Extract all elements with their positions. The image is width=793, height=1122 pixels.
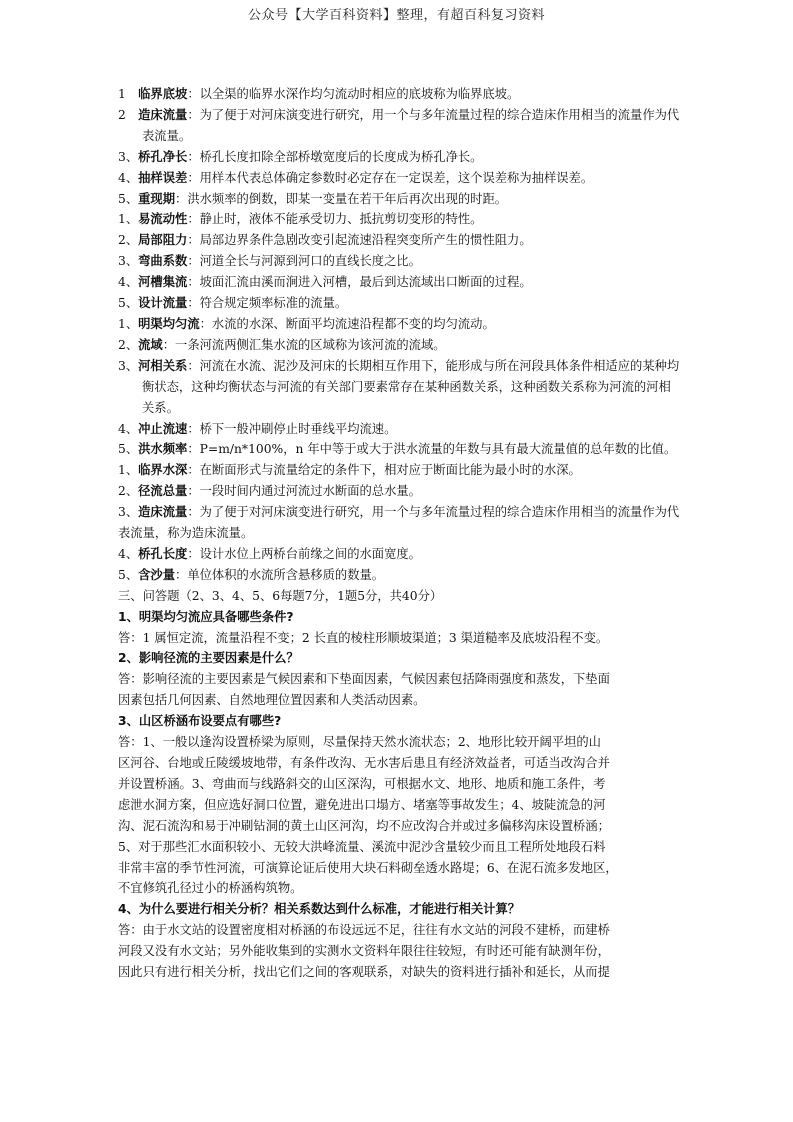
definition-text: ：局部边界条件急剧改变引起流速沿程突变所产生的惯性阻力。 <box>187 233 532 248</box>
definition-term: 临界水深 <box>138 463 188 478</box>
definition-item <box>118 335 680 356</box>
definition-item <box>118 314 680 335</box>
definition-item <box>118 565 680 586</box>
definition-text: ：为了便于对河床演变进行研究，用一个与多年流量过程的综合造床作用相当的流量作为代表流量。 <box>142 107 680 143</box>
definition-number: 4、 <box>118 170 139 185</box>
definition-item <box>118 544 680 565</box>
definition-term: 桥孔净长 <box>138 149 188 164</box>
definitions-list <box>118 84 680 586</box>
answer-line: 沟、泥石流沟和易于冲刷钻洞的黄土山区河沟，均不应改沟合并或过多偏移沟床设置桥涵； <box>118 818 610 833</box>
document-body <box>118 84 680 983</box>
definition-term: 重现期 <box>138 191 176 206</box>
definition-number: 4、 <box>118 275 139 290</box>
definition-item <box>118 481 680 502</box>
definition-term: 局部阻力 <box>138 233 188 248</box>
definition-item <box>118 189 680 210</box>
answer-line: 并设置桥涵。3、弯曲而与线路斜交的山区深沟，可根据水文、地形、地质和施工条件，考 <box>118 776 606 791</box>
definition-item <box>118 209 680 230</box>
definition-term: 流域 <box>138 337 163 352</box>
definition-item <box>118 230 680 251</box>
definition-text: ：为了便于对河床演变进行研究，用一个与多年流量过程的综合造床作用相当的流量作为代表流量，称为造床流量。 <box>118 505 680 541</box>
definition-text: ：河道全长与河源到河口的直线长度之比。 <box>187 254 421 269</box>
answer-line: 不宜修筑孔径过小的桥涵构筑物。 <box>118 881 303 896</box>
question: 4、为什么要进行相关分析？相关系数达到什么标准，才能进行相关计算？ <box>118 902 521 917</box>
section-title: 三、问答题（2、3、4、5、6每题7分，1题5分，共40分） <box>118 588 443 603</box>
definition-term: 桥孔长度 <box>138 546 188 561</box>
definition-item <box>118 293 680 314</box>
definition-number: 3、 <box>118 149 139 164</box>
answer-line: 因此只有进行相关分析，找出它们之间的客观联系，对缺失的资料进行插补和延长，从而提 <box>118 965 610 980</box>
definition-term: 造床流量 <box>138 107 188 122</box>
definition-term: 造床流量 <box>138 505 188 520</box>
answer-line: 答：1、一般以逢沟设置桥梁为原则，尽量保持天然水流状态；2、地形比较开阔平坦的山 <box>118 735 601 750</box>
definition-number: 5、 <box>118 191 139 206</box>
answer-line: 答：由于水文站的设置密度相对桥涵的布设远远不足，往往有水文站的河段不建桥，而建桥 <box>118 923 610 938</box>
definition-number: 3、 <box>118 505 139 520</box>
definition-number: 1、 <box>118 463 139 478</box>
definition-item <box>118 84 680 105</box>
definition-number: 2、 <box>118 233 139 248</box>
definition-term: 冲止流速 <box>138 421 188 436</box>
definition-term: 径流总量 <box>138 484 188 499</box>
definition-text: ：以全渠的临界水深作均匀流动时相应的底坡称为临界底坡。 <box>187 87 520 101</box>
definition-item <box>118 147 680 168</box>
answer-line: 河段又没有水文站；另外能收集到的实测水文资料年限往往较短，有时还可能有缺测年份， <box>118 944 610 959</box>
definition-number: 4、 <box>118 546 139 561</box>
answer-line: 非常丰富的季节性河流，可演算论证后使用大块石料砌垒透水路堤；6、在泥石流多发地区， <box>118 860 618 875</box>
definition-number: 2 <box>118 107 139 122</box>
definition-text: ：静止时，液体不能承受切力、抵抗剪切变形的特性。 <box>187 212 483 227</box>
definition-item <box>118 251 680 272</box>
definition-term: 抽样误差 <box>138 170 188 185</box>
definition-text: ：水流的水深、断面平均流速沿程都不变的均匀流动。 <box>199 316 495 331</box>
definition-number: 1 <box>118 87 139 101</box>
definition-term: 弯曲系数 <box>138 254 188 269</box>
qa-list <box>118 607 680 983</box>
definition-number: 5、 <box>118 442 139 457</box>
question: 1、明渠均匀流应具备哪些条件? <box>118 609 294 624</box>
answer-line: 因素包括几何因素、自然地理位置因素和人类活动因素。 <box>118 693 426 708</box>
definition-number: 5、 <box>118 567 139 582</box>
definition-text: ：坡面汇流由溪而涧进入河槽，最后到达流域出口断面的过程。 <box>187 275 532 290</box>
definition-item <box>118 502 680 544</box>
definition-term: 设计流量 <box>138 296 188 311</box>
definition-number: 3、 <box>118 358 139 373</box>
definition-item <box>118 168 680 189</box>
definition-number: 1、 <box>118 212 139 227</box>
definition-item <box>118 419 680 440</box>
definition-term: 明渠均匀流 <box>138 316 200 331</box>
definition-number: 5、 <box>118 296 139 311</box>
answer-line: 5、对于那些汇水面积较小、无较大洪峰流量、溪流中泥沙含量较少而且工程所处地段石料 <box>118 839 606 854</box>
definition-text: ：桥孔长度扣除全部桥墩宽度后的长度成为桥孔净长。 <box>187 149 483 164</box>
page-header: 公众号【大学百科资料】整理，有超百科复习资料 <box>247 8 545 23</box>
answer-line: 答：1 属恒定流，流量沿程不变；2 长直的棱柱形顺坡渠道；3 渠道糙率及底坡沿程不变。 <box>118 630 609 645</box>
definition-term: 含沙量 <box>138 567 176 582</box>
definition-number: 1、 <box>118 316 139 331</box>
definition-text: ：在断面形式与流量给定的条件下，相对应于断面比能为最小时的水深。 <box>187 463 581 478</box>
definition-term: 河相关系 <box>138 358 188 373</box>
definition-text: ：符合规定频率标准的流量。 <box>187 296 348 311</box>
definition-item <box>118 105 680 147</box>
definition-number: 3、 <box>118 254 139 269</box>
definition-item <box>118 272 680 293</box>
question: 2、影响径流的主要因素是什么？ <box>118 651 299 666</box>
definition-term: 洪水频率 <box>138 442 188 457</box>
definition-text: ：单位体积的水流所含悬移质的数量。 <box>175 567 385 582</box>
definition-number: 4、 <box>118 421 139 436</box>
definition-text: ：河流在水流、泥沙及河床的长期相互作用下，能形成与所在河段具体条件相适应的某种均衡状态，这种均衡状态与河流的有关部门要素常存在某种函数关系，这种函数关系称为河流的河相关系。 <box>142 358 680 415</box>
definition-item <box>118 460 680 481</box>
answer-line: 区河谷、台地或丘陵缓坡地带，有条件改沟、无水害后患且有经济效益者，可适当改沟合并 <box>118 756 610 770</box>
definition-term: 河槽集流 <box>138 275 188 290</box>
definition-text: ：P=m/n*100%，n 年中等于或大于洪水流量的年数与具有最大流量值的总年数的比值。 <box>187 442 677 457</box>
definition-item <box>118 439 680 460</box>
definition-term: 临界底坡 <box>138 87 188 101</box>
answer-line: 虑泄水洞方案，但应选好洞口位置，避免进出口塌方、堵塞等事故发生；4、坡陡流急的河 <box>118 797 606 812</box>
definition-number: 2、 <box>118 337 139 352</box>
definition-text: ：洪水频率的倒数，即某一变量在若干年后再次出现的时距。 <box>175 191 508 206</box>
definition-item <box>118 356 680 419</box>
definition-term: 易流动性 <box>138 212 188 227</box>
definition-text: ：桥下一般冲刷停止时垂线平均流速。 <box>187 421 397 436</box>
definition-text: ：设计水位上两桥台前缘之间的水面宽度。 <box>187 546 421 561</box>
definition-text: ：一段时间内通过河流过水断面的总水量。 <box>187 484 421 499</box>
definition-text: ：一条河流两侧汇集水流的区域称为该河流的流域。 <box>162 337 446 352</box>
definition-number: 2、 <box>118 484 139 499</box>
answer-line: 答：影响径流的主要因素是气候因素和下垫面因素，气候因素包括降雨强度和蒸发，下垫面 <box>118 672 610 687</box>
question: 3、山区桥涵布设要点有哪些? <box>118 714 282 729</box>
definition-text: ：用样本代表总体确定参数时必定存在一定误差，这个误差称为抽样误差。 <box>187 170 594 185</box>
